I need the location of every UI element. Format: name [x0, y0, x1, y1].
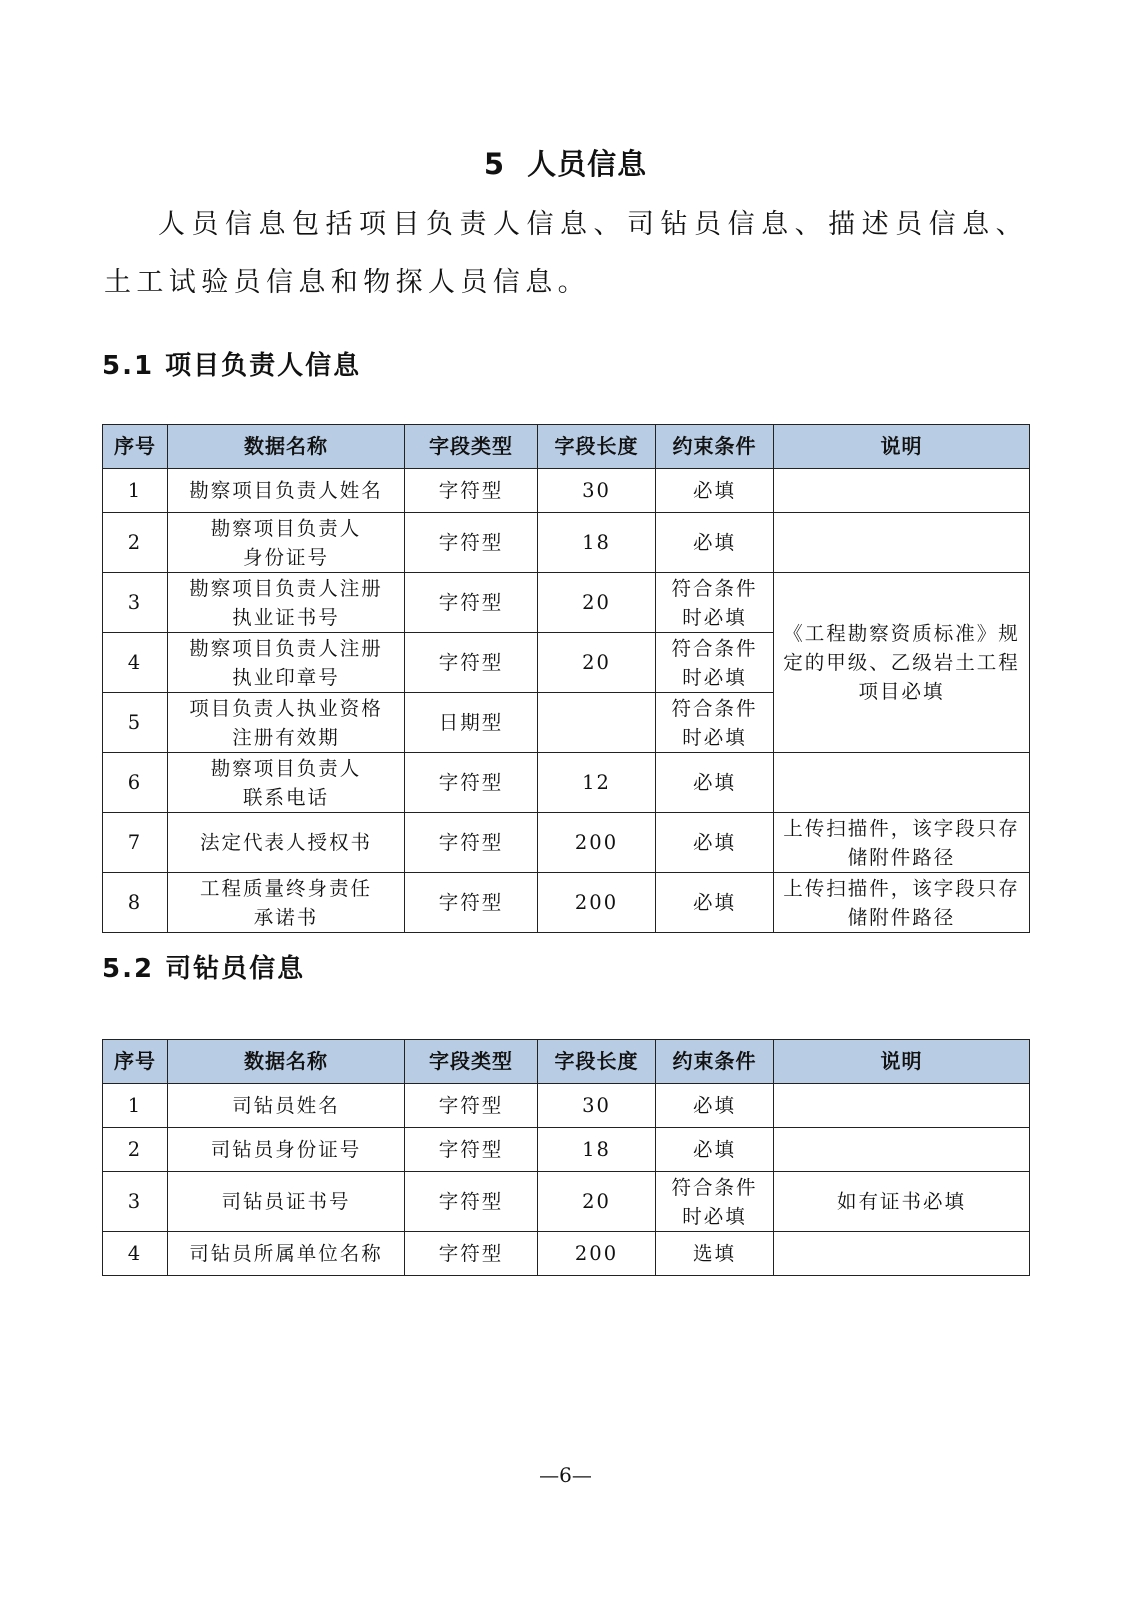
cell-name: 勘察项目负责人注册 执业印章号 [168, 633, 405, 693]
cell-constraint: 符合条件 时必填 [656, 1172, 774, 1232]
driller-table [102, 1039, 1030, 1276]
cell-constraint: 必填 [656, 813, 774, 873]
table-row [103, 813, 1030, 873]
cell-type: 字符型 [405, 813, 538, 873]
header-constraint: 约束条件 [656, 425, 774, 469]
cell-no: 4 [103, 1232, 168, 1276]
header-type: 字段类型 [405, 1040, 538, 1084]
cell-name: 项目负责人执业资格 注册有效期 [168, 693, 405, 753]
cell-note-merged: 《工程勘察资质标准》规定的甲级、乙级岩土工程项目必填 [774, 573, 1030, 753]
cell-constraint: 必填 [656, 513, 774, 573]
cell-no: 1 [103, 1084, 168, 1128]
cell-note [774, 1128, 1030, 1172]
cell-constraint: 必填 [656, 1084, 774, 1128]
cell-constraint: 必填 [656, 469, 774, 513]
cell-name: 勘察项目负责人 身份证号 [168, 513, 405, 573]
table-row [103, 753, 1030, 813]
cell-constraint: 符合条件 时必填 [656, 573, 774, 633]
cell-note: 上传扫描件，该字段只存储附件路径 [774, 813, 1030, 873]
chapter-number: 5 [483, 147, 506, 181]
table-row [103, 1172, 1030, 1232]
cell-length: 30 [538, 1084, 656, 1128]
table-header-row [103, 1040, 1030, 1084]
cell-type: 字符型 [405, 573, 538, 633]
cell-no: 1 [103, 469, 168, 513]
cell-type: 字符型 [405, 1172, 538, 1232]
cell-type: 字符型 [405, 469, 538, 513]
cell-no: 6 [103, 753, 168, 813]
cell-no: 3 [103, 1172, 168, 1232]
cell-length: 200 [538, 873, 656, 933]
cell-length: 20 [538, 1172, 656, 1232]
cell-length: 18 [538, 513, 656, 573]
cell-length: 18 [538, 1128, 656, 1172]
cell-name: 法定代表人授权书 [168, 813, 405, 873]
cell-name: 司钻员所属单位名称 [168, 1232, 405, 1276]
cell-constraint: 必填 [656, 1128, 774, 1172]
cell-name: 工程质量终身责任 承诺书 [168, 873, 405, 933]
cell-note [774, 1232, 1030, 1276]
header-type: 字段类型 [405, 425, 538, 469]
cell-length: 20 [538, 573, 656, 633]
header-note: 说明 [774, 1040, 1030, 1084]
chapter-title [0, 142, 1131, 183]
cell-note [774, 513, 1030, 573]
header-note: 说明 [774, 425, 1030, 469]
cell-note: 如有证书必填 [774, 1172, 1030, 1232]
cell-no: 7 [103, 813, 168, 873]
table-row [103, 1084, 1030, 1128]
cell-length: 200 [538, 1232, 656, 1276]
cell-name: 勘察项目负责人姓名 [168, 469, 405, 513]
table-header-row [103, 425, 1030, 469]
table-row [103, 469, 1030, 513]
cell-type: 字符型 [405, 873, 538, 933]
header-length: 字段长度 [538, 425, 656, 469]
header-constraint: 约束条件 [656, 1040, 774, 1084]
page-number: —6— [539, 1463, 592, 1487]
header-no: 序号 [103, 1040, 168, 1084]
header-name: 数据名称 [168, 1040, 405, 1084]
intro-paragraph: 人员信息包括项目负责人信息、司钻员信息、描述员信息、土工试验员信息和物探人员信息。 [104, 209, 1028, 298]
cell-type: 字符型 [405, 1232, 538, 1276]
table-row [103, 873, 1030, 933]
cell-constraint: 必填 [656, 753, 774, 813]
cell-name: 司钻员身份证号 [168, 1128, 405, 1172]
cell-type: 字符型 [405, 633, 538, 693]
cell-no: 2 [103, 1128, 168, 1172]
header-length: 字段长度 [538, 1040, 656, 1084]
cell-length: 200 [538, 813, 656, 873]
cell-length: 12 [538, 753, 656, 813]
cell-no: 5 [103, 693, 168, 753]
cell-constraint: 符合条件 时必填 [656, 633, 774, 693]
cell-name: 勘察项目负责人 联系电话 [168, 753, 405, 813]
cell-name: 司钻员姓名 [168, 1084, 405, 1128]
cell-constraint: 符合条件 时必填 [656, 693, 774, 753]
section-heading-5-2: 5.2 司钻员信息 [102, 954, 306, 984]
cell-length: 30 [538, 469, 656, 513]
cell-constraint: 选填 [656, 1232, 774, 1276]
table-row [103, 1128, 1030, 1172]
cell-type: 字符型 [405, 1084, 538, 1128]
cell-type: 字符型 [405, 753, 538, 813]
table-row [103, 1232, 1030, 1276]
cell-note [774, 753, 1030, 813]
cell-no: 3 [103, 573, 168, 633]
cell-name: 勘察项目负责人注册 执业证书号 [168, 573, 405, 633]
cell-note [774, 1084, 1030, 1128]
project-leader-table [102, 424, 1030, 933]
cell-no: 4 [103, 633, 168, 693]
cell-no: 2 [103, 513, 168, 573]
cell-name: 司钻员证书号 [168, 1172, 405, 1232]
table-row [103, 573, 1030, 633]
cell-type: 字符型 [405, 513, 538, 573]
cell-length [538, 693, 656, 753]
cell-no: 8 [103, 873, 168, 933]
header-no: 序号 [103, 425, 168, 469]
header-name: 数据名称 [168, 425, 405, 469]
section-heading-5-1: 5.1 项目负责人信息 [102, 351, 362, 381]
cell-length: 20 [538, 633, 656, 693]
cell-type: 字符型 [405, 1128, 538, 1172]
table-row [103, 513, 1030, 573]
cell-note [774, 469, 1030, 513]
cell-note: 上传扫描件，该字段只存储附件路径 [774, 873, 1030, 933]
cell-constraint: 必填 [656, 873, 774, 933]
chapter-title-text: 人员信息 [527, 147, 648, 181]
cell-type: 日期型 [405, 693, 538, 753]
